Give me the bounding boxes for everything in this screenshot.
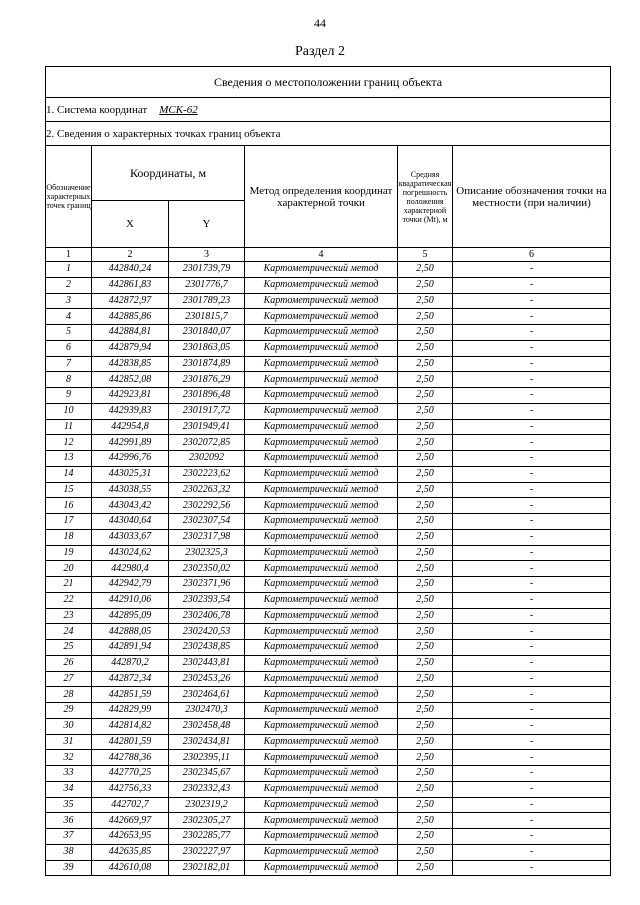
- cell-method: Картометрический метод: [245, 498, 398, 514]
- cell-accuracy: 2,50: [398, 419, 453, 435]
- cell-coord-x: 442942,79: [92, 577, 169, 593]
- cell-coord-y: 2302470,3: [169, 703, 245, 719]
- cell-description: -: [453, 325, 611, 341]
- cell-description: -: [453, 277, 611, 293]
- cell-point-number: 19: [46, 545, 92, 561]
- column-number: 4: [245, 248, 398, 262]
- column-number: 3: [169, 248, 245, 262]
- cell-point-number: 1: [46, 262, 92, 278]
- cell-description: -: [453, 561, 611, 577]
- cell-point-number: 18: [46, 529, 92, 545]
- cell-coord-x: 442801,59: [92, 734, 169, 750]
- cell-method: Картометрический метод: [245, 419, 398, 435]
- cell-method: Картометрический метод: [245, 844, 398, 860]
- cell-accuracy: 2,50: [398, 388, 453, 404]
- cell-point-number: 36: [46, 813, 92, 829]
- cell-accuracy: 2,50: [398, 277, 453, 293]
- cell-coord-x: 442756,33: [92, 781, 169, 797]
- cell-description: -: [453, 640, 611, 656]
- cell-description: -: [453, 529, 611, 545]
- cell-point-number: 29: [46, 703, 92, 719]
- cell-accuracy: 2,50: [398, 860, 453, 876]
- cell-coord-x: 442884,81: [92, 325, 169, 341]
- cell-coord-y: 2301739,79: [169, 262, 245, 278]
- table-row: [46, 844, 611, 860]
- cell-coord-y: 2302350,02: [169, 561, 245, 577]
- cell-coord-x: 442954,8: [92, 419, 169, 435]
- table-row: [46, 529, 611, 545]
- cell-method: Картометрический метод: [245, 262, 398, 278]
- cell-coord-x: 442879,94: [92, 340, 169, 356]
- table-row: [46, 608, 611, 624]
- table-row: [46, 514, 611, 530]
- cell-method: Картометрический метод: [245, 608, 398, 624]
- cell-method: Картометрический метод: [245, 655, 398, 671]
- table-row: [46, 781, 611, 797]
- cell-method: Картометрический метод: [245, 340, 398, 356]
- cell-accuracy: 2,50: [398, 356, 453, 372]
- table-row: [46, 813, 611, 829]
- table-row: [46, 624, 611, 640]
- cell-coord-y: 2302395,11: [169, 750, 245, 766]
- table-row: [46, 687, 611, 703]
- cell-accuracy: 2,50: [398, 640, 453, 656]
- cell-accuracy: 2,50: [398, 561, 453, 577]
- table-row: [46, 829, 611, 845]
- cell-coord-x: 443024,62: [92, 545, 169, 561]
- table-row: [46, 718, 611, 734]
- cell-method: Картометрический метод: [245, 813, 398, 829]
- cell-coord-y: 2302292,56: [169, 498, 245, 514]
- cell-point-number: 23: [46, 608, 92, 624]
- cell-method: Картометрический метод: [245, 545, 398, 561]
- column-number: 6: [453, 248, 611, 262]
- cell-accuracy: 2,50: [398, 624, 453, 640]
- cell-coord-y: 2302443,81: [169, 655, 245, 671]
- cell-coord-y: 2302227,97: [169, 844, 245, 860]
- cell-point-number: 15: [46, 482, 92, 498]
- cell-method: Картометрический метод: [245, 293, 398, 309]
- cell-description: -: [453, 419, 611, 435]
- cell-description: -: [453, 498, 611, 514]
- cell-method: Картометрический метод: [245, 561, 398, 577]
- cell-coord-y: 2301896,48: [169, 388, 245, 404]
- cell-method: Картометрический метод: [245, 781, 398, 797]
- cell-point-number: 39: [46, 860, 92, 876]
- cell-method: Картометрический метод: [245, 703, 398, 719]
- boundary-points-table: [45, 66, 611, 876]
- cell-description: -: [453, 466, 611, 482]
- cell-coord-y: 2302406,78: [169, 608, 245, 624]
- cell-description: -: [453, 813, 611, 829]
- coord-system-row: [46, 98, 611, 122]
- cell-method: Картометрический метод: [245, 592, 398, 608]
- cell-point-number: 11: [46, 419, 92, 435]
- cell-point-number: 35: [46, 797, 92, 813]
- cell-point-number: 31: [46, 734, 92, 750]
- cell-description: -: [453, 860, 611, 876]
- cell-accuracy: 2,50: [398, 325, 453, 341]
- cell-coord-x: 443043,42: [92, 498, 169, 514]
- cell-coord-y: 2301815,7: [169, 309, 245, 325]
- cell-description: -: [453, 403, 611, 419]
- table-row: [46, 766, 611, 782]
- cell-description: -: [453, 608, 611, 624]
- points-body: [46, 262, 611, 876]
- cell-coord-y: 2302345,67: [169, 766, 245, 782]
- cell-method: Картометрический метод: [245, 671, 398, 687]
- cell-coord-x: 442870,2: [92, 655, 169, 671]
- table-row: [46, 325, 611, 341]
- cell-coord-x: 442891,94: [92, 640, 169, 656]
- points-heading: 2. Сведения о характерных точках границ объекта: [46, 122, 611, 146]
- cell-coord-x: 442653,95: [92, 829, 169, 845]
- cell-description: -: [453, 750, 611, 766]
- cell-point-number: 3: [46, 293, 92, 309]
- cell-description: -: [453, 703, 611, 719]
- cell-coord-x: 442910,06: [92, 592, 169, 608]
- cell-point-number: 5: [46, 325, 92, 341]
- cell-coord-y: 2302263,32: [169, 482, 245, 498]
- cell-point-number: 22: [46, 592, 92, 608]
- table-row: [46, 592, 611, 608]
- cell-description: -: [453, 687, 611, 703]
- cell-method: Картометрический метод: [245, 277, 398, 293]
- cell-point-number: 27: [46, 671, 92, 687]
- table-row: [46, 703, 611, 719]
- cell-coord-x: 443040,64: [92, 514, 169, 530]
- cell-method: Картометрический метод: [245, 860, 398, 876]
- cell-accuracy: 2,50: [398, 529, 453, 545]
- cell-method: Картометрический метод: [245, 482, 398, 498]
- cell-coord-y: 2302453,26: [169, 671, 245, 687]
- cell-coord-x: 442991,89: [92, 435, 169, 451]
- table-row: [46, 671, 611, 687]
- cell-coord-x: 442861,83: [92, 277, 169, 293]
- cell-coord-y: 2301863,05: [169, 340, 245, 356]
- cell-point-number: 13: [46, 451, 92, 467]
- cell-point-number: 6: [46, 340, 92, 356]
- table-row: [46, 561, 611, 577]
- cell-method: Картометрический метод: [245, 640, 398, 656]
- cell-coord-y: 2302319,2: [169, 797, 245, 813]
- cell-coord-x: 442635,85: [92, 844, 169, 860]
- cell-description: -: [453, 577, 611, 593]
- cell-method: Картометрический метод: [245, 687, 398, 703]
- cell-coord-y: 2302458,48: [169, 718, 245, 734]
- cell-coord-y: 2302092: [169, 451, 245, 467]
- cell-coord-x: 442669,97: [92, 813, 169, 829]
- table-row: [46, 388, 611, 404]
- cell-description: -: [453, 514, 611, 530]
- cell-coord-x: 442788,36: [92, 750, 169, 766]
- cell-accuracy: 2,50: [398, 766, 453, 782]
- coord-system-label: 1. Система координат: [46, 103, 148, 116]
- table-row: [46, 435, 611, 451]
- cell-method: Картометрический метод: [245, 403, 398, 419]
- table-row: [46, 545, 611, 561]
- cell-coord-y: 2302371,96: [169, 577, 245, 593]
- cell-coord-y: 2301789,23: [169, 293, 245, 309]
- cell-accuracy: 2,50: [398, 671, 453, 687]
- cell-method: Картометрический метод: [245, 529, 398, 545]
- cell-coord-y: 2301840,07: [169, 325, 245, 341]
- table-row: [46, 750, 611, 766]
- column-numbers-row: [46, 248, 611, 262]
- cell-point-number: 17: [46, 514, 92, 530]
- cell-accuracy: 2,50: [398, 466, 453, 482]
- cell-coord-x: 442610,08: [92, 860, 169, 876]
- cell-description: -: [453, 844, 611, 860]
- table-row: [46, 403, 611, 419]
- cell-coord-x: 442840,24: [92, 262, 169, 278]
- cell-description: -: [453, 781, 611, 797]
- cell-coord-y: 2301776,7: [169, 277, 245, 293]
- cell-accuracy: 2,50: [398, 608, 453, 624]
- cell-description: -: [453, 435, 611, 451]
- cell-method: Картометрический метод: [245, 766, 398, 782]
- cell-point-number: 21: [46, 577, 92, 593]
- cell-method: Картометрический метод: [245, 325, 398, 341]
- header-y: Y: [169, 201, 245, 248]
- cell-accuracy: 2,50: [398, 403, 453, 419]
- cell-method: Картометрический метод: [245, 356, 398, 372]
- cell-coord-y: 2301876,29: [169, 372, 245, 388]
- table-row: [46, 640, 611, 656]
- cell-accuracy: 2,50: [398, 734, 453, 750]
- cell-description: -: [453, 671, 611, 687]
- cell-coord-y: 2302307,54: [169, 514, 245, 530]
- header-accuracy: Средняя квадратическая погрешность положения характерной точки (Mt), м: [398, 146, 453, 248]
- table-row: [46, 498, 611, 514]
- cell-coord-x: 442895,09: [92, 608, 169, 624]
- cell-description: -: [453, 734, 611, 750]
- cell-description: -: [453, 356, 611, 372]
- cell-method: Картометрический метод: [245, 734, 398, 750]
- cell-method: Картометрический метод: [245, 718, 398, 734]
- cell-coord-y: 2302332,43: [169, 781, 245, 797]
- cell-accuracy: 2,50: [398, 655, 453, 671]
- table-row: [46, 340, 611, 356]
- cell-point-number: 16: [46, 498, 92, 514]
- table-row: [46, 372, 611, 388]
- table-row: [46, 482, 611, 498]
- cell-point-number: 10: [46, 403, 92, 419]
- table-row: [46, 655, 611, 671]
- cell-accuracy: 2,50: [398, 844, 453, 860]
- cell-point-number: 12: [46, 435, 92, 451]
- cell-accuracy: 2,50: [398, 293, 453, 309]
- cell-point-number: 32: [46, 750, 92, 766]
- table-row: [46, 356, 611, 372]
- cell-coord-y: 2302317,98: [169, 529, 245, 545]
- cell-method: Картометрический метод: [245, 829, 398, 845]
- cell-accuracy: 2,50: [398, 545, 453, 561]
- cell-method: Картометрический метод: [245, 466, 398, 482]
- cell-accuracy: 2,50: [398, 829, 453, 845]
- column-number: 2: [92, 248, 169, 262]
- cell-coord-x: 443025,31: [92, 466, 169, 482]
- table-row: [46, 451, 611, 467]
- table-row: [46, 577, 611, 593]
- cell-point-number: 26: [46, 655, 92, 671]
- cell-accuracy: 2,50: [398, 498, 453, 514]
- header-designation: Обозначение характерных точек границ: [46, 146, 92, 248]
- cell-coord-x: 442770,25: [92, 766, 169, 782]
- coord-system-value: МСК-62: [159, 103, 198, 116]
- cell-description: -: [453, 655, 611, 671]
- cell-coord-y: 2302305,27: [169, 813, 245, 829]
- cell-method: Картометрический метод: [245, 797, 398, 813]
- cell-description: -: [453, 829, 611, 845]
- cell-accuracy: 2,50: [398, 451, 453, 467]
- cell-coord-x: 442885,86: [92, 309, 169, 325]
- cell-coord-y: 2301949,41: [169, 419, 245, 435]
- cell-point-number: 14: [46, 466, 92, 482]
- column-number: 5: [398, 248, 453, 262]
- cell-point-number: 28: [46, 687, 92, 703]
- cell-coord-x: 442872,97: [92, 293, 169, 309]
- cell-description: -: [453, 309, 611, 325]
- cell-description: -: [453, 293, 611, 309]
- cell-method: Картометрический метод: [245, 451, 398, 467]
- table-row: [46, 734, 611, 750]
- cell-coord-y: 2302434,81: [169, 734, 245, 750]
- cell-accuracy: 2,50: [398, 340, 453, 356]
- cell-coord-y: 2302325,3: [169, 545, 245, 561]
- cell-description: -: [453, 482, 611, 498]
- cell-method: Картометрический метод: [245, 309, 398, 325]
- cell-accuracy: 2,50: [398, 577, 453, 593]
- cell-coord-y: 2302393,54: [169, 592, 245, 608]
- cell-method: Картометрический метод: [245, 750, 398, 766]
- cell-coord-x: 442829,99: [92, 703, 169, 719]
- header-x: X: [92, 201, 169, 248]
- cell-coord-x: 442814,82: [92, 718, 169, 734]
- cell-accuracy: 2,50: [398, 592, 453, 608]
- page-number: 44: [314, 16, 326, 30]
- cell-accuracy: 2,50: [398, 435, 453, 451]
- cell-description: -: [453, 545, 611, 561]
- cell-coord-y: 2301917,72: [169, 403, 245, 419]
- cell-accuracy: 2,50: [398, 813, 453, 829]
- section-title: Раздел 2: [294, 44, 346, 59]
- cell-accuracy: 2,50: [398, 718, 453, 734]
- cell-accuracy: 2,50: [398, 482, 453, 498]
- cell-description: -: [453, 592, 611, 608]
- cell-point-number: 20: [46, 561, 92, 577]
- table-row: [46, 860, 611, 876]
- table-title: Сведения о местоположении границ объекта: [46, 67, 611, 98]
- cell-coord-x: 442702,7: [92, 797, 169, 813]
- table-row: [46, 293, 611, 309]
- cell-description: -: [453, 797, 611, 813]
- cell-point-number: 38: [46, 844, 92, 860]
- cell-coord-y: 2302285,77: [169, 829, 245, 845]
- cell-description: -: [453, 262, 611, 278]
- cell-coord-x: 442851,59: [92, 687, 169, 703]
- table-row: [46, 466, 611, 482]
- cell-point-number: 7: [46, 356, 92, 372]
- cell-description: -: [453, 718, 611, 734]
- column-number: 1: [46, 248, 92, 262]
- cell-coord-x: 443038,55: [92, 482, 169, 498]
- cell-point-number: 33: [46, 766, 92, 782]
- cell-coord-y: 2302182,01: [169, 860, 245, 876]
- cell-point-number: 25: [46, 640, 92, 656]
- cell-accuracy: 2,50: [398, 797, 453, 813]
- cell-accuracy: 2,50: [398, 262, 453, 278]
- cell-description: -: [453, 340, 611, 356]
- cell-coord-x: 442939,83: [92, 403, 169, 419]
- table-row: [46, 797, 611, 813]
- cell-accuracy: 2,50: [398, 372, 453, 388]
- cell-accuracy: 2,50: [398, 514, 453, 530]
- header-coordinates: Координаты, м: [92, 146, 245, 201]
- cell-coord-y: 2302438,85: [169, 640, 245, 656]
- cell-point-number: 8: [46, 372, 92, 388]
- cell-coord-x: 442888,05: [92, 624, 169, 640]
- cell-coord-x: 442923,81: [92, 388, 169, 404]
- cell-accuracy: 2,50: [398, 750, 453, 766]
- cell-coord-x: 442872,34: [92, 671, 169, 687]
- cell-description: -: [453, 624, 611, 640]
- cell-coord-y: 2302223,62: [169, 466, 245, 482]
- cell-point-number: 30: [46, 718, 92, 734]
- cell-method: Картометрический метод: [245, 577, 398, 593]
- cell-coord-x: 442996,76: [92, 451, 169, 467]
- cell-coord-x: 442980,4: [92, 561, 169, 577]
- table-row: [46, 309, 611, 325]
- cell-method: Картометрический метод: [245, 435, 398, 451]
- cell-coord-y: 2302420,53: [169, 624, 245, 640]
- cell-coord-x: 442838,85: [92, 356, 169, 372]
- cell-accuracy: 2,50: [398, 703, 453, 719]
- cell-coord-x: 442852,08: [92, 372, 169, 388]
- cell-description: -: [453, 372, 611, 388]
- cell-point-number: 2: [46, 277, 92, 293]
- cell-point-number: 4: [46, 309, 92, 325]
- cell-point-number: 9: [46, 388, 92, 404]
- cell-coord-x: 443033,67: [92, 529, 169, 545]
- header-description: Описание обозначения точки на местности (при наличии): [453, 146, 611, 248]
- table-row: [46, 262, 611, 278]
- header-method: Метод определения координат характерной точки: [245, 146, 398, 248]
- cell-coord-y: 2302464,61: [169, 687, 245, 703]
- table-row: [46, 419, 611, 435]
- cell-description: -: [453, 766, 611, 782]
- cell-method: Картометрический метод: [245, 372, 398, 388]
- cell-point-number: 37: [46, 829, 92, 845]
- cell-point-number: 34: [46, 781, 92, 797]
- table-row: [46, 277, 611, 293]
- cell-coord-y: 2302072,85: [169, 435, 245, 451]
- cell-coord-y: 2301874,89: [169, 356, 245, 372]
- cell-method: Картометрический метод: [245, 388, 398, 404]
- cell-accuracy: 2,50: [398, 687, 453, 703]
- cell-accuracy: 2,50: [398, 309, 453, 325]
- cell-accuracy: 2,50: [398, 781, 453, 797]
- cell-description: -: [453, 388, 611, 404]
- cell-method: Картометрический метод: [245, 624, 398, 640]
- cell-method: Картометрический метод: [245, 514, 398, 530]
- cell-point-number: 24: [46, 624, 92, 640]
- cell-description: -: [453, 451, 611, 467]
